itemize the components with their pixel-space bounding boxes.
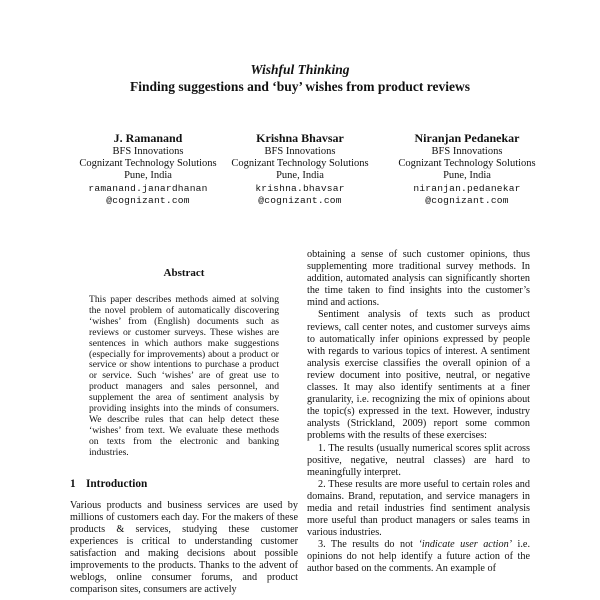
intro-paragraph-continued: obtaining a sense of such customer opinions, thus supplementing more traditional survey methods. In addition, automated analysis can significantly shorten the time taken to find insights into the customer’s mind and actions.: [307, 249, 530, 309]
list-item-3-prefix: 3. The results do not: [318, 539, 419, 551]
author-company: Cognizant Technology Solutions: [398, 158, 536, 170]
author-block-3: [377, 131, 557, 207]
author-name: Niranjan Pedanekar: [414, 131, 520, 145]
author-org: BFS Innovations: [431, 146, 503, 157]
author-location: Pune, India: [443, 170, 491, 182]
author-email-line1: niranjan.pedanekar: [413, 182, 521, 194]
paper-title: Finding suggestions and ‘buy’ wishes from product reviews: [130, 79, 470, 94]
list-item-1: 1. The results (usually numerical scores split across positive, negative, neutral classes) are hard to meaningfully interpret.: [307, 442, 530, 478]
abstract-text: This paper describes methods aimed at solving the novel problem of automatically discovering ‘wishes’ from (English) documents such as reviews or customer surveys. These wishes are sentences in which authors make suggestions (especially for improvements) about a product or service or show intentions to purchase a product or service. Such ‘wishes’ are of great use to product managers and sales personnel, and supplement the area of sentiment analysis by providing insights into the minds of consumers. We describe rules that can help detect these ‘wishes’ from text. We evaluate these methods on texts from the electronic and banking industries.: [89, 294, 279, 458]
author-email-line1: krishna.bhavsar: [255, 182, 345, 194]
author-location: Pune, India: [124, 170, 172, 182]
author-email-line2: @cognizant.com: [106, 194, 190, 206]
author-org: BFS Innovations: [264, 146, 336, 157]
author-email-line1: ramanand.janardhanan: [88, 182, 208, 194]
right-column: [307, 249, 530, 576]
left-column: [70, 266, 298, 596]
author-org: BFS Innovations: [112, 146, 184, 157]
abstract-heading: Abstract: [163, 267, 205, 279]
intro-paragraph-1: Various products and business services are used by millions of customers each day. For the makers of these products & services, studying these customer experiences is critical to understanding customer satisfaction and making decisions about possible improvements to the products. Thanks to the advent of weblogs, online consumer forums, and product comparison sites, consumers are actively: [70, 499, 298, 596]
author-name: J. Ramanand: [113, 131, 183, 145]
author-block-2: [210, 131, 390, 207]
author-email-line2: @cognizant.com: [425, 194, 509, 206]
list-item-3-emphasis: ‘indicate user action’: [418, 539, 513, 551]
title-block: [0, 62, 600, 96]
intro-paragraph-2: Sentiment analysis of texts such as product reviews, call center notes, and customer surveys aims to automatically infer opinions expressed by people with regards to various topics of interest. A sentiment analysis exercise classifies the overall opinion of a review document into positive, neutral, or negative classes. It may also identify sentiments at a finer granularity, i.e. recognizing the mix of opinions about the topic(s) expressed in the text. However, industry analysts (Strickland, 2009) report some common problems with the results of these exercises:: [307, 309, 530, 442]
section-heading-introduction: [70, 478, 298, 490]
paper-subtitle: Wishful Thinking: [250, 62, 350, 77]
section-title: Introduction: [86, 477, 148, 490]
author-company: Cognizant Technology Solutions: [79, 158, 217, 170]
list-item-2: 2. These results are more useful to certain roles and domains. Brand, reputation, and service managers in media and retail industries find sentiment analysis more useful than product managers or sales teams in various industries.: [307, 478, 530, 539]
author-name: Krishna Bhavsar: [256, 131, 344, 145]
author-location: Pune, India: [276, 170, 324, 182]
list-item-3: [307, 539, 530, 575]
section-number: 1: [70, 477, 76, 490]
list-item-3-suffix: i.e. opinions do not help identify a future action of the author based on the comments. An example of: [307, 539, 531, 575]
author-company: Cognizant Technology Solutions: [231, 158, 369, 170]
author-email-line2: @cognizant.com: [258, 194, 342, 206]
